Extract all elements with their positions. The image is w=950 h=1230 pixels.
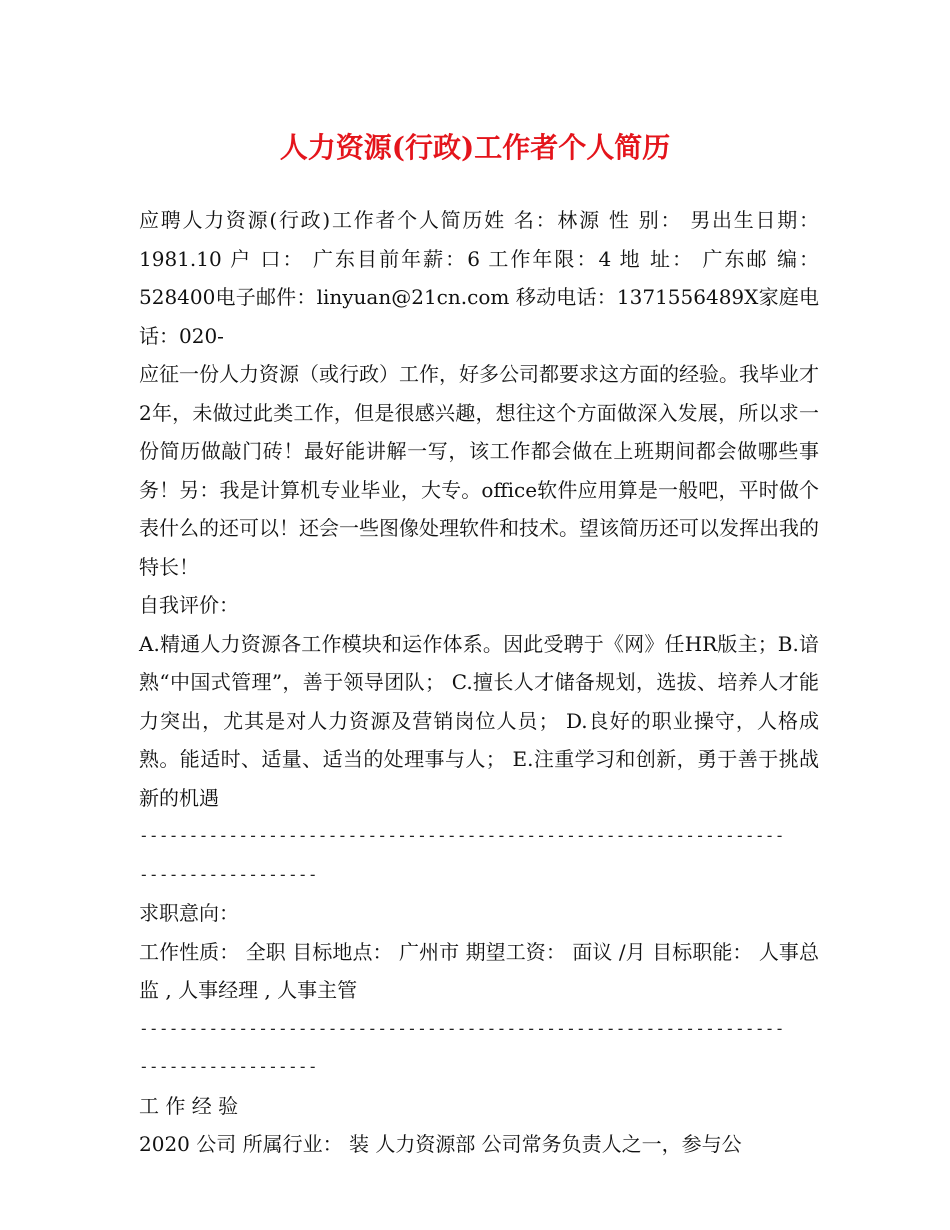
work-experience-paragraph: 2020 公司 所属行业： 装 人力资源部 公司常务负责人之一，参与公 <box>139 1132 742 1156</box>
separator-line-2: ----------------------------------------------------------------- <box>139 1018 785 1038</box>
separator-line-2-continued: ------------------ <box>139 1057 318 1076</box>
self-evaluation-heading: 自我评价： <box>139 593 239 617</box>
self-evaluation-paragraph: A.精通人力资源各工作模块和运作体系。因此受聘于《网》任HR版主；B.谙熟“中国式管理”，善于领导团队； C.擅长人才储备规划，选拔、培养人才能力突出，尤其是对人力资源及营销岗位人员； D.良好的职业操守，人格成熟。能适时、适量、适当的处理事与人； E.注重学习和创新，勇于善于挑战新的机遇 <box>139 631 819 810</box>
job-request-paragraph: 应征一份人力资源（或行政）工作，好多公司都要求这方面的经验。我毕业才2年，未做过此类工作，但是很感兴趣，想往这个方面做深入发展，所以求一份简历做敲门砖！最好能讲解一写，该工作都会做在上班期间都会做哪些事务！另：我是计算机专业毕业，大专。office软件应用算是一般吧，平时做个表什么的还可以！还会一些图像处理软件和技术。望该简历还可以发挥出我的特长！ <box>139 362 819 579</box>
document-title: 人力资源(行政)工作者个人简历 <box>279 131 671 164</box>
job-intent-heading: 求职意向： <box>139 901 239 925</box>
separator-line-continued: ------------------ <box>139 864 318 884</box>
separator-line: ----------------------------------------------------------------- <box>139 826 785 845</box>
job-intent-paragraph: 工作性质： 全职 目标地点： 广州市 期望工资： 面议 /月 目标职能： 人事总监 , 人事经理 , 人事主管 <box>139 939 819 1002</box>
personal-info-paragraph: 应聘人力资源(行政)工作者个人简历姓 名：林源 性 别： 男出生日期：1981.10 户 口： 广东目前年薪：6 工作年限：4 地 址： 广东邮 编： 528400电子邮件：linyuan@21cn.com 移动电话：1371556489X家庭电话：020- <box>139 208 819 348</box>
document-body <box>139 201 819 1164</box>
work-experience-heading: 工 作 经 验 <box>139 1093 239 1118</box>
